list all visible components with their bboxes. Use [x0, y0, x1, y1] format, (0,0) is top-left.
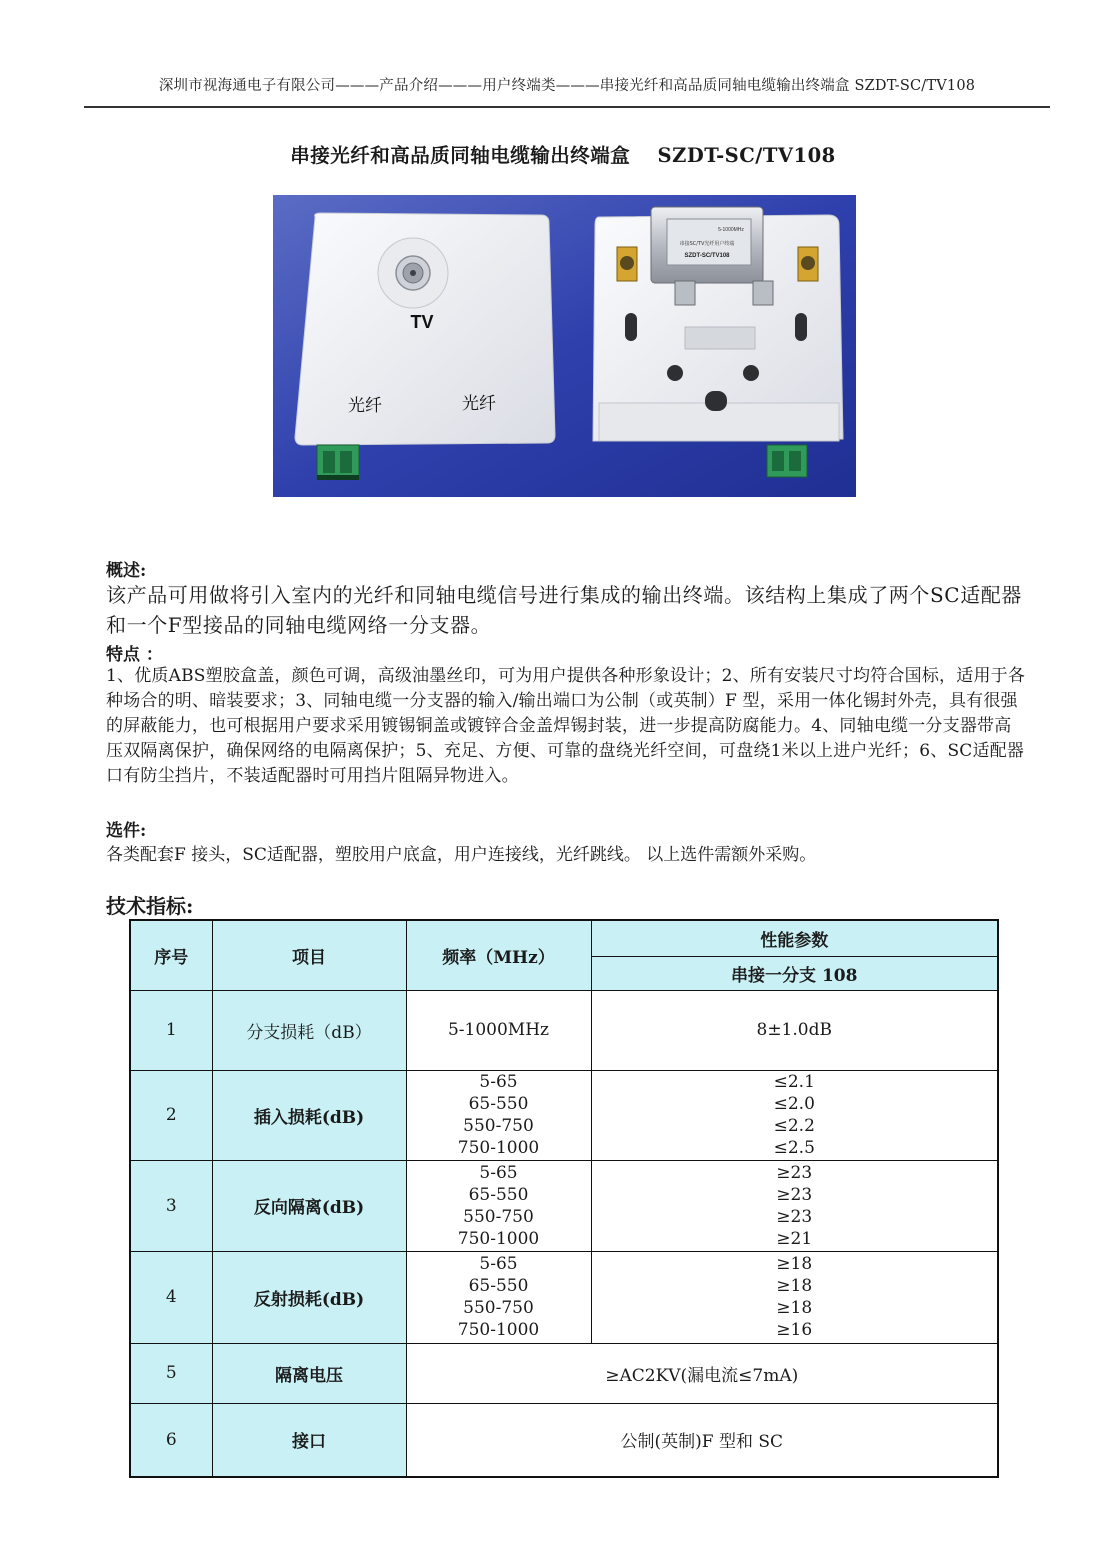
- fiber-label-right: 光纤: [462, 394, 496, 414]
- specs-heading: 技术指标:: [106, 894, 194, 918]
- table-row: [130, 1160, 998, 1251]
- splitter-label-desc: 串接SC/TV光纤用户终端: [679, 241, 735, 247]
- col-header-subtitle: 串接一分支 108: [591, 956, 998, 990]
- row-value-list: ≤2.1 ≤2.0 ≤2.2 ≤2.5: [591, 1070, 998, 1160]
- overview-body: 该产品可用做将引入室内的光纤和同轴电缆信号进行集成的输出终端。该结构上集成了两个SC适配器和一个F型接品的同轴电缆网络一分支器。: [106, 583, 1023, 637]
- spec-table: [129, 919, 999, 1478]
- row-index: 2: [130, 1070, 212, 1160]
- row-value: 8±1.0dB: [591, 990, 998, 1070]
- table-row: [130, 1343, 998, 1403]
- features-heading: 特点 ：: [106, 645, 163, 665]
- tv-label: TV: [410, 312, 434, 332]
- row-merged-value: ≥AC2KV(漏电流≤7mA): [406, 1343, 998, 1403]
- row-index: 1: [130, 990, 212, 1070]
- row-index: 3: [130, 1160, 212, 1251]
- options-body: 各类配套F 接头，SC适配器，塑胶用户底盒，用户连接线，光纤跳线。 以上选件需额外采购。: [106, 845, 817, 865]
- table-row: [130, 1251, 998, 1343]
- table-row: [130, 990, 998, 1070]
- features-body: 1、优质ABS塑胶盒盖，颜色可调，高级油墨丝印，可为用户提供各种形象设计；2、所有安装尺寸均符合国标，适用于各种场合的明、暗装要求；3、同轴电缆一分支器的输入/输出端口为公制（或英制）F 型，采用一体化锡封外壳，具有很强的屏蔽能力，也可根据用户要求采用镀锡铜盖或镀锌合金盖焊锡封装，进一步提高防腐能力。4、同轴电缆一分支器带高压双隔离保护，确保网络的电隔离保护；5、充足、方便、可靠的盘绕光纤空间，可盘绕1米以上进户光纤；6、SC适配器口有防尘挡片，不装适配器时可用挡片阻隔异物进入。: [106, 666, 1026, 786]
- row-item: 插入损耗(dB): [212, 1070, 406, 1160]
- splitter-label-freq: 5-1000MHz: [718, 227, 744, 233]
- fiber-label-left: 光纤: [348, 396, 382, 416]
- splitter-label-model: SZDT-SC/TV108: [684, 253, 730, 259]
- sc-adapter-icon: [767, 445, 807, 477]
- row-merged-value: 公制(英制)F 型和 SC: [406, 1403, 998, 1477]
- f-connector-icon: [396, 256, 430, 290]
- row-frequency-list: 5-65 65-550 550-750 750-1000: [406, 1160, 591, 1251]
- table-row: [130, 1070, 998, 1160]
- row-index: 6: [130, 1403, 212, 1477]
- row-frequency-list: 5-65 65-550 550-750 750-1000: [406, 1251, 591, 1343]
- front-cover-faceplate: [295, 213, 555, 480]
- row-frequency: 5-1000MHz: [406, 990, 591, 1070]
- row-item: 隔离电压: [212, 1343, 406, 1403]
- options-heading: 选件:: [106, 821, 147, 841]
- col-header-item: 项目: [212, 920, 406, 990]
- row-item: 分支损耗（dB）: [212, 990, 406, 1070]
- overview-heading: 概述:: [106, 561, 147, 581]
- row-value-list: ≥23 ≥23 ≥23 ≥21: [591, 1160, 998, 1251]
- row-index: 5: [130, 1343, 212, 1403]
- row-item: 反向隔离(dB): [212, 1160, 406, 1251]
- page-header-breadcrumb: 深圳市视海通电子有限公司———产品介绍———用户终端类———串接光纤和高品质同轴电缆输出终端盒 SZDT-SC/TV108: [158, 78, 976, 94]
- back-cover-with-splitter: [593, 207, 843, 477]
- col-header-frequency: 频率（MHz）: [406, 920, 591, 990]
- col-header-performance: 性能参数: [591, 920, 998, 956]
- row-value-list: ≥18 ≥18 ≥18 ≥16: [591, 1251, 998, 1343]
- header-divider: [84, 106, 1050, 108]
- row-index: 4: [130, 1251, 212, 1343]
- sc-adapter-icon: [317, 445, 359, 480]
- row-frequency-list: 5-65 65-550 550-750 750-1000: [406, 1070, 591, 1160]
- document-title: 串接光纤和高品质同轴电缆输出终端盒 SZDT-SC/TV108: [290, 144, 836, 167]
- product-photo: [273, 195, 856, 497]
- table-row: [130, 1403, 998, 1477]
- col-header-index: 序号: [130, 920, 212, 990]
- row-item: 反射损耗(dB): [212, 1251, 406, 1343]
- row-item: 接口: [212, 1403, 406, 1477]
